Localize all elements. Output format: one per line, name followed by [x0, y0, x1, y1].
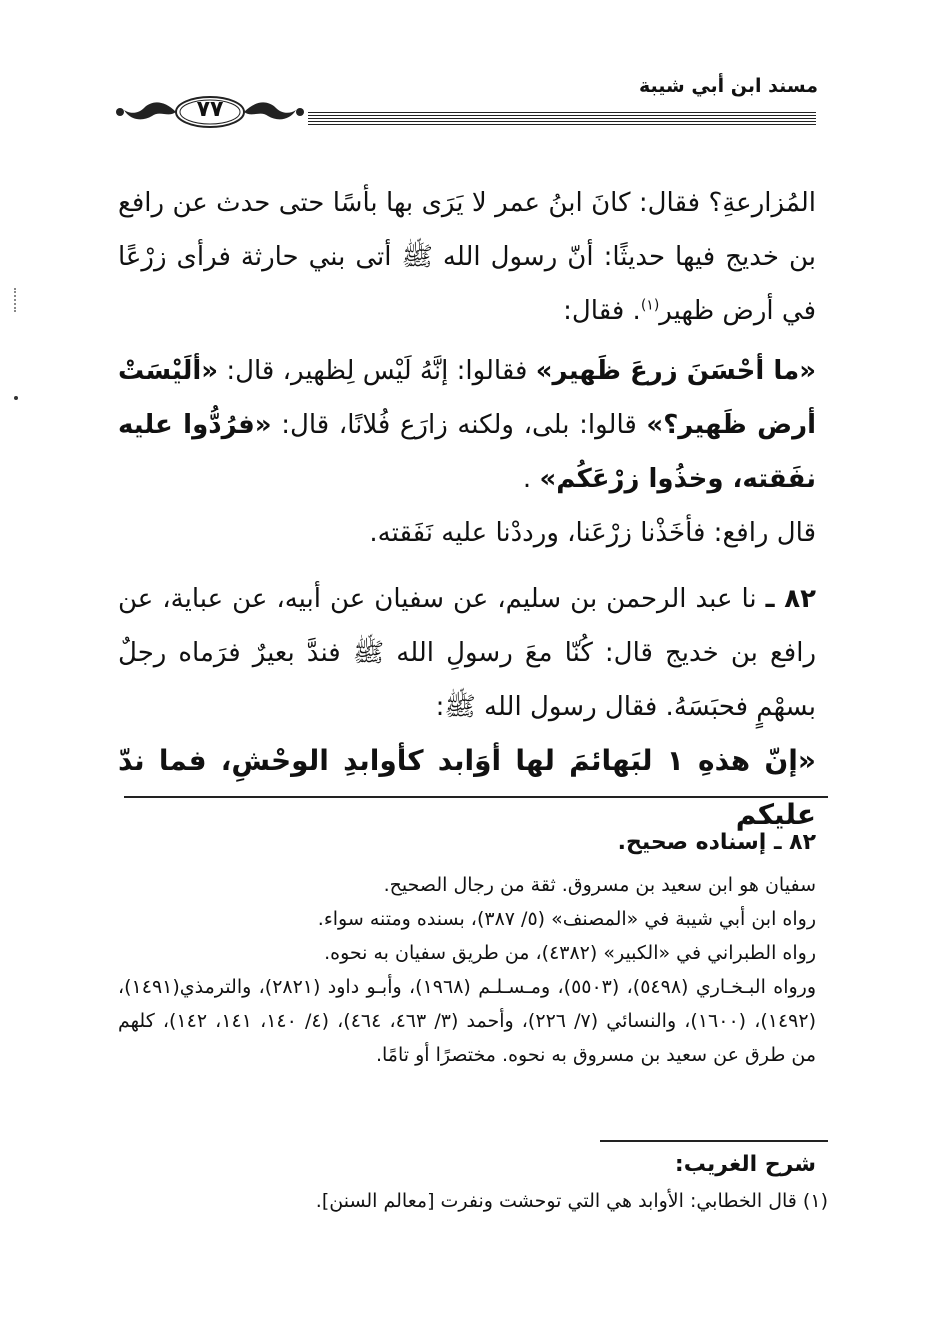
- narration-text: قالوا: بلى، ولكنه زارَع فُلانًا، قال:: [271, 410, 647, 440]
- hadith-number: ٨٢ ـ: [765, 584, 816, 614]
- paragraph-3: قال رافع: فأخَذْنا زرْعَنا، ورددْنا عليه نَفَقته.: [369, 518, 816, 548]
- gharib-separator: [600, 1140, 828, 1142]
- footnote-1: (١) قال الخطابي: الأوابد هي التي توحشت ونفرت [معالم السنن].: [315, 1190, 828, 1212]
- hadith-82-quote: «إنّ هذهِ ١ لبَهائمَ لها أوَابد كأوابدِ الوحْشِ، فما ندّ عليكم: [118, 744, 816, 831]
- paragraph-1: [118, 176, 816, 338]
- gharib-heading: شرح الغريب:: [674, 1152, 816, 1177]
- footnote-ref-1: (١): [640, 297, 660, 314]
- hadith-82: [118, 572, 816, 734]
- takhrij-body: [118, 868, 816, 1072]
- narration-text: .: [522, 464, 540, 494]
- header-rule: [308, 112, 816, 126]
- hadith-quote-1: «ما أحْسَنَ زرعَ ظَهير»: [535, 356, 817, 386]
- paragraph-1-text: المُزارعةِ؟ فقال: كانَ ابنُ عمر لا يَرَى بها بأسًا حتى حدث عن رافع بن خديج فيها حديثًا: أنّ رسول الله ﷺ أتى بني حارثة فرأى زرْعًا في أرض ظهير: [118, 188, 816, 326]
- page-number: ٧٧: [196, 97, 224, 122]
- takhrij-line: رواه الطبراني في «الكبير» (٤٣٨٢)، من طريق سفيان به نحوه.: [324, 942, 816, 964]
- hadith-quote-2: «ألَيْسَتْ أرض ظَهير؟»: [118, 356, 816, 440]
- paragraph-2: [118, 344, 816, 506]
- takhrij-heading: ٨٢ ـ إسناده صحيح.: [617, 830, 816, 855]
- takhrij-line: سفيان هو ابن سعيد بن مسروق. ثقة من رجال الصحيح.: [383, 874, 816, 896]
- paragraph-1-end: . فقال:: [563, 296, 641, 326]
- narration-text: فقالوا: إنَّهُ لَيْس لِظهير، قال:: [218, 356, 536, 386]
- running-header-title: مسند ابن أبي شيبة: [638, 75, 818, 97]
- hadith-quote-3: «فرُدُّوا عليه نفَقته، وخذُوا زرْعَكُم»: [118, 410, 816, 494]
- scan-dot: [14, 396, 18, 400]
- scan-mark: [14, 288, 18, 312]
- hadith-82-text: نا عبد الرحمن بن سليم، عن سفيان عن أبيه، عن عباية، عن رافع بن خديج قال: كُنّا معَ رسولِ الله ﷺ فندَّ بعيرٌ فرَماه رجلٌ بسهْمٍ فحبَسَهُ. فقال رسول الله ﷺ:: [118, 584, 816, 722]
- takhrij-line: ورواه البـخـاري (٥٤٩٨)، (٥٥٠٣)، ومـسـلـم (١٩٦٨)، وأبـو داود (٢٨٢١)، والترمذي(١٤٩١)، (١٤٩٢)، (١٦٠٠)، والنسائي (٧/ ٢٢٦)، وأحمد (٣/ ٤٦٣، ٤٦٤)، (٤/ ١٤٠، ١٤١، ١٤٢)، كلهم من طرق عن سعيد بن مسروق به نحوه. مختصرًا أو تامًا.: [118, 976, 816, 1066]
- footnote-separator: [124, 796, 828, 798]
- takhrij-line: رواه ابن أبي شيبة في «المصنف» (٥/ ٣٨٧)، بسنده ومتنه سواء.: [317, 908, 816, 930]
